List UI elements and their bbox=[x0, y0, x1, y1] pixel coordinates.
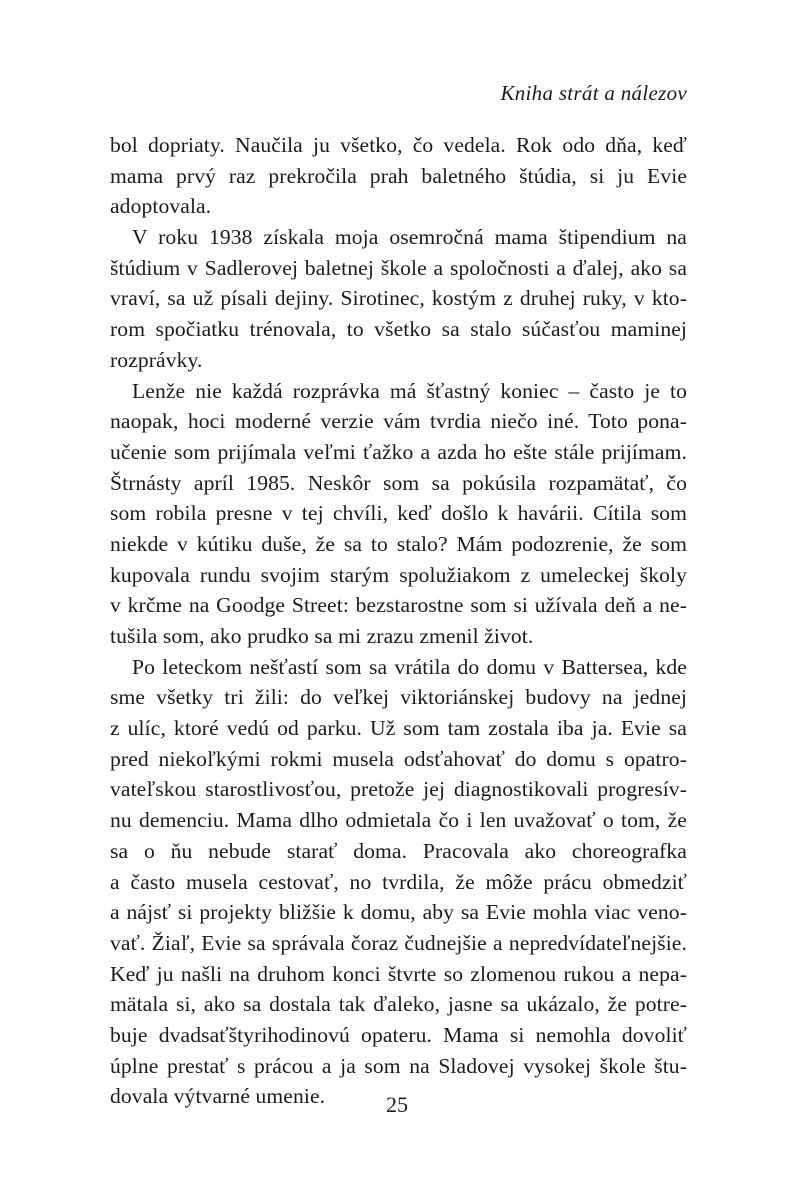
running-head: Kniha strát a nálezov bbox=[500, 81, 687, 105]
text-line: Keď ju našli na druhom konci štvrte so zlomenou rukou a nepa- bbox=[110, 961, 687, 986]
page-number: 25 bbox=[386, 1092, 408, 1117]
text-line: adoptovala. bbox=[110, 194, 212, 219]
text-line: tušila som, ako prudko sa mi zrazu zmenil život. bbox=[110, 624, 534, 648]
text-line: z ulíc, ktoré vedú od parku. Už som tam zostala iba ja. Evie sa bbox=[110, 716, 687, 741]
text-line: V roku 1938 získala moja osemročná mama štipendium na bbox=[132, 225, 687, 250]
text-line: a často musela cestovať, no tvrdila, že môže prácu obmedziť bbox=[110, 869, 687, 894]
text-line: nu demenciu. Mama dlho odmietala čo i len uvažovať o tom, že bbox=[110, 808, 687, 833]
text-line: mätala si, ako sa dostala tak ďaleko, jasne sa ukázalo, že potre- bbox=[110, 992, 687, 1017]
text-line: rom spočiatku trénovala, to všetko sa stalo súčasťou maminej bbox=[110, 317, 687, 342]
body-text bbox=[110, 130, 687, 1112]
text-line: úplne prestať s prácou a ja som na Sladovej vysokej škole štu- bbox=[110, 1053, 687, 1078]
text-line: kupovala rundu svojim starým spolužiakom z umeleckej školy bbox=[110, 562, 687, 587]
text-line: a nájsť si projekty bližšie k domu, aby sa Evie mohla viac veno- bbox=[110, 900, 687, 925]
text-line: rozprávky. bbox=[110, 347, 203, 372]
text-line: vať. Žiaľ, Evie sa správala čoraz čudnejšie a nepredvídateľnejšie. bbox=[110, 930, 687, 955]
text-line: dovala výtvarné umenie. bbox=[110, 1084, 326, 1109]
text-line: bol dopriaty. Naučila ju všetko, čo vedela. Rok odo dňa, keď bbox=[110, 133, 687, 157]
text-line: som robila presne v tej chvíli, keď došlo k havárii. Cítila som bbox=[110, 501, 687, 526]
text-line: sa o ňu nebude starať doma. Pracovala ako choreografka bbox=[110, 838, 687, 863]
text-line: buje dvadsaťštyrihodinovú opateru. Mama si nemohla dovoliť bbox=[110, 1022, 687, 1047]
text-line: štúdium v Sadlerovej baletnej škole a spoločnosti a ďalej, ako sa bbox=[110, 255, 687, 280]
text-line: sme všetky tri žili: do veľkej viktoriánskej budovy na jednej bbox=[110, 685, 687, 710]
text-line: v krčme na Goodge Street: bezstarostne som si užívala deň a ne- bbox=[110, 593, 687, 618]
text-line: naopak, hoci moderné verzie vám tvrdia niečo iné. Toto pona- bbox=[110, 409, 687, 434]
text-line: pred niekoľkými rokmi musela odsťahovať do domu s opatro- bbox=[110, 746, 687, 771]
text-line: mama prvý raz prekročila prah baletného štúdia, si ju Evie bbox=[110, 163, 687, 188]
text-line: vateľskou starostlivosťou, pretože jej diagnostikovali progresív- bbox=[110, 777, 687, 802]
text-line: vraví, sa už písali dejiny. Sirotinec, kostým z druhej ruky, v kto- bbox=[110, 286, 687, 311]
text-line: niekde v kútiku duše, že sa to stalo? Mám podozrenie, že som bbox=[110, 531, 687, 556]
text-line: Lenže nie každá rozprávka má šťastný koniec – často je to bbox=[132, 378, 687, 403]
text-line: Po leteckom nešťastí som sa vrátila do domu v Battersea, kde bbox=[132, 654, 687, 679]
text-line: učenie som prijímala veľmi ťažko a azda ho ešte stále prijímam. bbox=[110, 439, 687, 464]
text-line: Štrnásty apríl 1985. Neskôr som sa pokúsila rozpamätať, čo bbox=[110, 470, 687, 495]
